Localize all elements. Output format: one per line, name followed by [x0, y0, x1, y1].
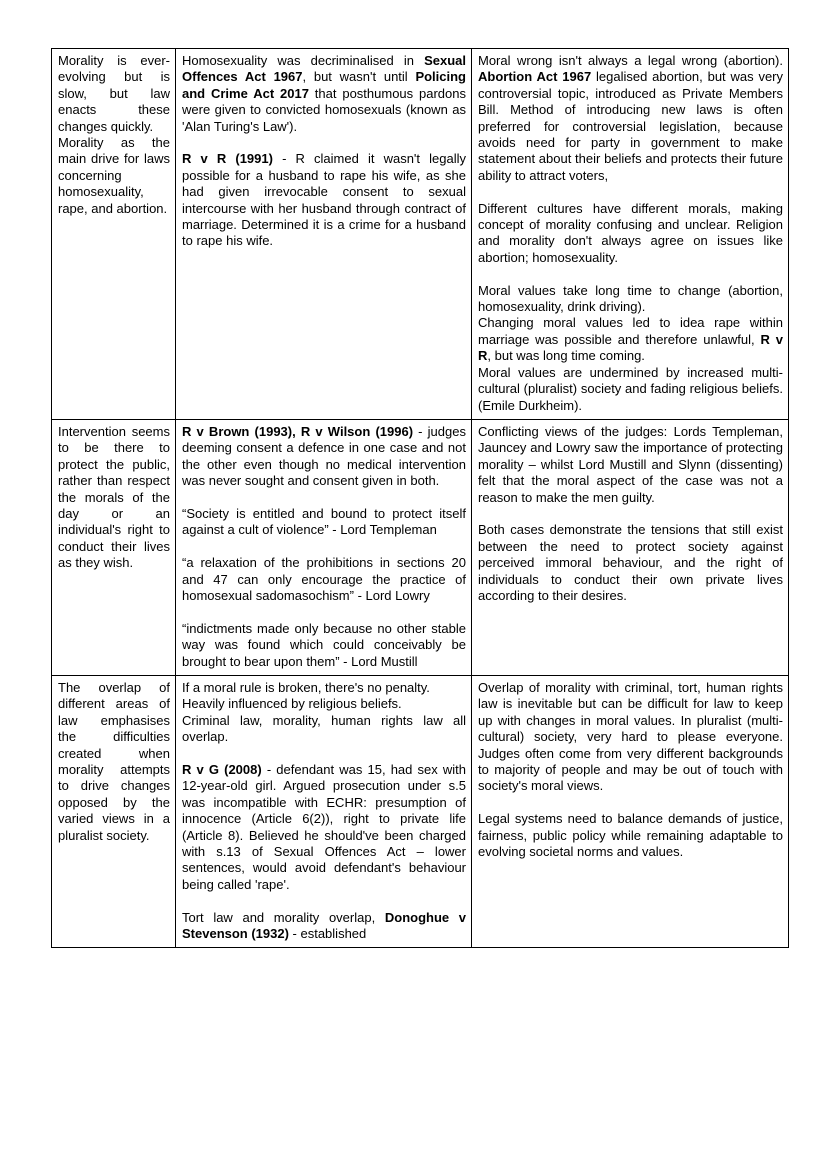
table-row — [52, 419, 789, 675]
emphasis-text: Sexual Offences Act 1967 — [182, 53, 466, 85]
cell-paragraph — [182, 680, 466, 696]
body-text: Changing moral values led to idea rape within marriage was possible and therefore unlawful, — [478, 315, 783, 347]
cell-paragraph — [478, 522, 783, 604]
cell-content — [478, 680, 783, 860]
table-cell-left — [52, 675, 176, 947]
emphasis-text: R v R — [478, 331, 784, 364]
table-cell-right — [472, 419, 789, 675]
body-text: - judges deeming consent a defence in one case and not the other even though no medical intervention was never sought and consent given in both. — [182, 423, 466, 489]
body-text: “indictments made only because no other stable way was found which could conceivably be brought to bear upon them” - Lord Mustill — [182, 620, 466, 669]
cell-paragraph — [478, 201, 783, 267]
body-text: Legal systems need to balance demands of justice, fairness, public policy while remaining adaptable to evolving societal norms and values. — [478, 811, 783, 859]
table-cell-left — [52, 49, 176, 420]
body-text: If a moral rule is broken, there's no penalty. — [182, 679, 430, 695]
cell-paragraph — [478, 811, 783, 860]
cell-paragraph — [182, 696, 466, 712]
body-text: Both cases demonstrate the tensions that still exist between the need to protect society against perceived immoral behaviour, and the right of individuals to conduct their own private lives according to their desires. — [478, 522, 783, 603]
cell-paragraph — [182, 713, 466, 746]
body-text: - defendant was 15, had sex with 12-year-old girl. Argued prosecution under s.5 was incompatible with ECHR: presumption of innocence (Article 6(2)), right to private life (Article 8). Believed he should've been charged with s.13 of Sexual Offences Act – lower sentences, would avoid defendant's behaviour being called 'rape'. — [182, 761, 466, 892]
cell-paragraph: Intervention seems to be there to protect the public, rather than respect the morals of the day or an individual's right to conduct their lives as they wish. — [58, 423, 170, 571]
table-cell-middle — [176, 49, 472, 420]
body-text: , but was long time coming. — [487, 348, 645, 364]
table-cell-middle — [176, 675, 472, 947]
cell-paragraph — [478, 53, 783, 184]
body-text: , but wasn't until — [302, 69, 416, 85]
body-text: legalised abortion, but was very controversial topic, introduced as Private Members Bill. Method of introducing new laws is often preferred for controversial legislation, because avoids need for party in government to make statement about their beliefs and protects their future ability to attract voters, — [478, 69, 783, 183]
body-text: Heavily influenced by religious beliefs. — [182, 696, 402, 712]
cell-content — [58, 424, 170, 572]
body-text: “a relaxation of the prohibitions in sections 20 and 47 can only encourage the practice of homosexual sadomasochism” - Lord Lowry — [182, 555, 466, 603]
emphasis-text: R v R (1991) — [182, 151, 273, 167]
cell-content — [182, 680, 466, 942]
body-text: “Society is entitled and bound to protect itself against a cult of violence” - Lord Templeman — [182, 505, 466, 538]
cell-paragraph — [182, 910, 466, 943]
body-text: Moral wrong isn't always a legal wrong (abortion). — [478, 53, 783, 68]
table-cell-left — [52, 419, 176, 675]
cell-paragraph — [182, 424, 466, 490]
cell-paragraph: The overlap of different areas of law emphasises the difficulties created when morality attempts to drive changes opposed by the varied views in a pluralist society. — [58, 679, 170, 843]
cell-paragraph — [478, 680, 783, 795]
table-row — [52, 49, 789, 420]
body-text: Moral values are undermined by increased multi-cultural (pluralist) society and fading religious beliefs. (Emile Durkheim). — [478, 364, 783, 413]
emphasis-text: R v Brown (1993), R v Wilson (1996) — [182, 423, 414, 439]
cell-content — [182, 53, 466, 250]
cell-paragraph — [478, 365, 783, 414]
cell-paragraph — [182, 506, 466, 539]
cell-paragraph: Morality is ever-evolving but is slow, but law enacts these changes quickly. — [58, 53, 170, 134]
cell-paragraph — [478, 283, 783, 316]
table-cell-right — [472, 49, 789, 420]
cell-paragraph — [182, 621, 466, 670]
cell-paragraph — [182, 762, 466, 893]
cell-paragraph — [182, 53, 466, 135]
body-text: Overlap of morality with criminal, tort, human rights law is inevitable but can be difficult for law to keep up with changes in moral values. In pluralist (multi-cultural) society, very hard to please everyone. Judges often come from very different backgrounds to majority of people and may be out of touch with society's moral views. — [478, 679, 783, 794]
emphasis-text: R v G (2008) — [182, 761, 262, 777]
cell-paragraph — [478, 315, 783, 364]
body-text: Criminal law, morality, human rights law all overlap. — [182, 712, 466, 745]
body-text: Tort law and morality overlap, — [182, 909, 385, 925]
table-cell-middle — [176, 419, 472, 675]
emphasis-text: Donoghue v Stevenson (1932) — [182, 909, 466, 942]
cell-paragraph: Morality as the main drive for laws concerning homosexuality, rape, and abortion. — [58, 135, 170, 216]
table-cell-right — [472, 675, 789, 947]
cell-content — [182, 424, 466, 670]
cell-paragraph — [478, 424, 783, 506]
cell-content — [478, 424, 783, 604]
cell-paragraph — [182, 151, 466, 249]
revision-table — [51, 48, 789, 948]
emphasis-text: Abortion Act 1967 — [478, 69, 592, 85]
revision-table-body — [52, 49, 789, 948]
cell-content — [58, 680, 170, 844]
body-text: Different cultures have different morals, making concept of morality confusing and unclear. Religion and morality don't always agree on issues like abortion; homosexuality. — [478, 200, 783, 265]
revision-table-wrapper — [51, 48, 788, 948]
cell-content — [58, 53, 170, 217]
body-text: Homosexuality was decriminalised in — [182, 53, 425, 68]
table-row — [52, 675, 789, 947]
cell-paragraph — [182, 555, 466, 604]
body-text: Conflicting views of the judges: Lords Templeman, Jauncey and Lowry saw the importance of protecting morality – whilst Lord Mustill and Slynn (dissenting) felt that the moral aspect of the case was not a reason to make the men guilty. — [478, 423, 783, 505]
body-text: - established — [288, 926, 367, 942]
cell-content — [478, 53, 783, 414]
body-text: - R claimed it wasn't legally possible for a husband to rape his wife, as she had given irrevocable consent to sexual intercourse with her husband through contract of marriage. Determined it is a crime for a husband to rape his wife. — [182, 151, 466, 249]
emphasis-text: Policing and Crime Act 2017 — [182, 69, 466, 101]
body-text: that posthumous pardons were given to convicted homosexuals (known as 'Alan Turing's Law'). — [182, 85, 466, 134]
body-text: Moral values take long time to change (abortion, homosexuality, drink driving). — [478, 282, 783, 315]
